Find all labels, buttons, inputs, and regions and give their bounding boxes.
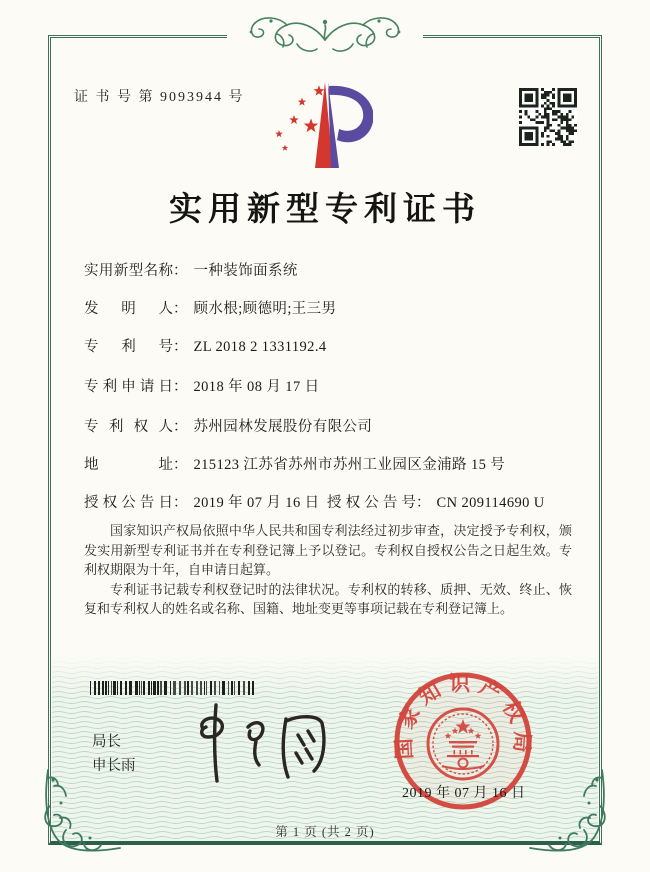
cnipa-logo [267,78,373,172]
corner-ornament-right [525,768,610,853]
certificate-title: 实用新型专利证书 [169,192,481,228]
field-pair-grant-number [327,491,545,512]
field-value: 一种装饰面系统 [193,263,298,279]
field-label: 专利权人 [84,419,173,435]
qr-code [519,88,577,146]
barcode [90,681,255,695]
signature [190,697,342,789]
field-row-utility-name [84,259,570,280]
field-label: 专利号 [84,339,173,355]
logo-stars [275,85,324,150]
field-value: CN 209114690 U [436,495,545,511]
top-ornament [227,12,423,58]
legal-paragraph-1: 国家知识产权局依照中华人民共和国专利法经过初步审查，决定授予专利权，颁发实用新型专利证书并在专利登记簿上予以登记。专利权自授权公告之日起生效。专利权期限为十年，自申请日起算。 [84,523,572,577]
field-row-patentee [84,415,570,436]
field-value: 215123 江苏省苏州市苏州工业园区金浦路 15 号 [193,457,506,473]
field-row-inventors [84,297,570,318]
issuer-name: 申长雨 [92,758,136,774]
field-label: 实用新型名称 [84,263,173,279]
certificate-number: 证 书 号 第 9093944 号 [74,90,245,105]
field-value: 2018 年 08 月 17 日 [193,379,320,395]
field-colon: ： [173,495,188,511]
field-colon: ： [173,457,188,473]
field-label: 专利申请日 [84,379,173,395]
field-colon: ： [173,263,188,279]
corner-ornament-left [40,768,125,853]
field-colon: ： [173,379,188,395]
field-colon: ： [416,495,431,511]
legal-text [84,521,572,619]
field-colon: ： [173,419,188,435]
legal-paragraph-2: 专利证书记载专利权登记时的法律状况。专利权的转移、质押、无效、终止、恢复和专利权人的姓名或名称、国籍、地址变更等事项记载在专利登记簿上。 [84,581,572,616]
field-label: 地址 [84,457,173,473]
field-label: 授权公告日 [84,495,173,511]
field-colon: ： [173,339,188,355]
field-value: 苏州园林发展股份有限公司 [193,419,373,435]
field-row-address [84,453,570,474]
seal-ring-text: 国家知识产权局 [391,671,535,761]
logo-purple-p [328,82,373,168]
field-label: 发明人 [84,301,173,317]
issuer-position: 局长 [92,734,121,750]
seal-date: 2019 年 07 月 16 日 [402,786,526,801]
field-colon: ： [173,301,188,317]
field-row-filing-date [84,375,570,396]
field-value: ZL 2018 2 1331192.4 [193,339,327,355]
field-row-grant [84,491,570,512]
field-label: 授权公告号 [327,495,416,511]
field-value: 2019 年 07 月 16 日 [193,495,320,511]
field-value: 顾水根;顾德明;王三男 [193,301,337,317]
field-row-patent-number [84,335,570,356]
page-number: 第 1 页 (共 2 页) [275,825,375,839]
